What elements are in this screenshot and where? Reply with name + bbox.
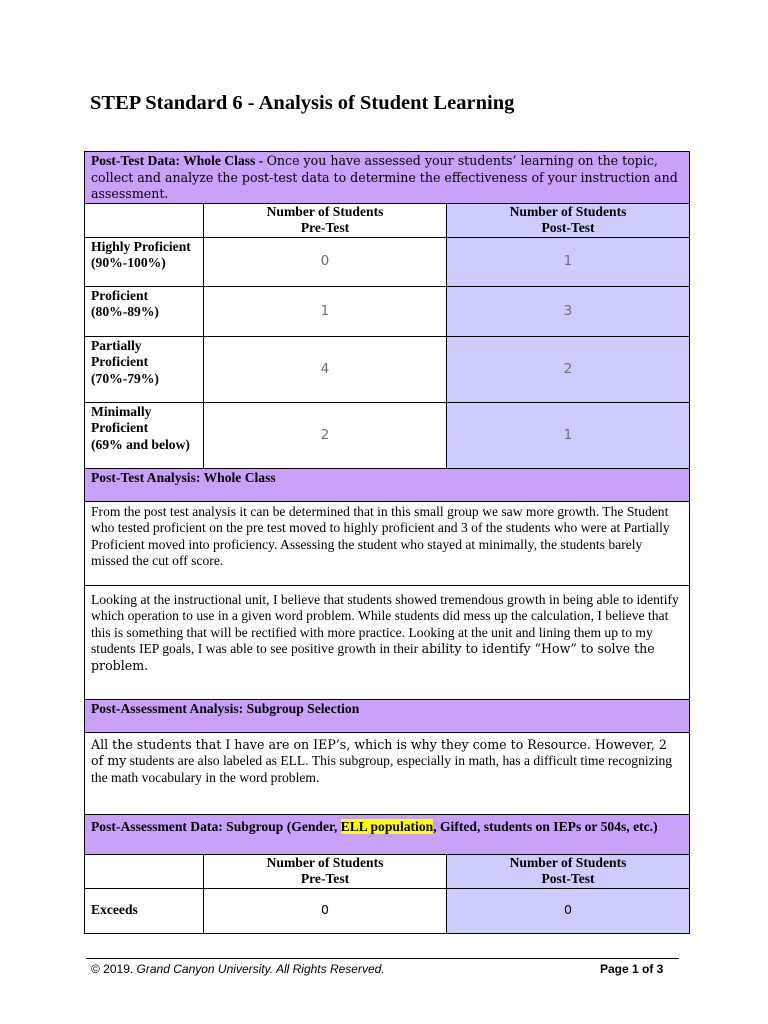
pre-test-value: 4 [204, 336, 447, 402]
table-row [85, 402, 690, 468]
table-row [85, 888, 690, 933]
analysis-paragraph-1: From the post test analysis it can be determined that in this small group we saw more growth. The Student who tested proficient on the pre test moved to highly proficient and 3 of the students who were at Partially Proficient moved into proficiency. Assessing the student who stayed at minimally, the students barely missed the cut off score. [85, 501, 690, 585]
empty-header-cell [85, 203, 204, 237]
page-number: Page 1 of 3 [600, 962, 664, 976]
subgroup-paragraph: All the students that I have are on IEP’s, which is why they come to Resource. However, 2 of my students are also labeled as ELL. This subgroup, especially in math, has a difficult time recognizing the math vocabulary in the word problem. [85, 732, 690, 814]
post-test-value: 0 [447, 888, 690, 933]
post-test-value: 2 [447, 336, 690, 402]
highlighted-subgroup: ELL population [340, 818, 434, 834]
table-row [85, 237, 690, 286]
post-test-value: 1 [447, 402, 690, 468]
analysis-table [84, 151, 690, 934]
col-header-post-test: Number of Students Post-Test [447, 854, 690, 888]
pre-test-value: 0 [204, 888, 447, 933]
row-label-highly-proficient: Highly Proficient (90%-100%) [85, 237, 204, 286]
row-label-minimally-proficient: Minimally Proficient (69% and below) [85, 402, 204, 468]
col-header-post-test: Number of Students Post-Test [447, 203, 690, 237]
post-test-value: 3 [447, 286, 690, 336]
analysis-paragraph-2: Looking at the instructional unit, I believe that students showed tremendous growth in being able to identify which operation to use in a given word problem. While students did mess up the calculation, I believe that this is something that will be rectified with more practice. Looking at the unit and lining them up to my students IEP goals, I was able to see positive growth in their ability to identify “How” to solve the problem. [85, 585, 690, 699]
table-row [85, 336, 690, 402]
pre-test-value: 1 [204, 286, 447, 336]
col-header-pre-test: Number of Students Pre-Test [204, 854, 447, 888]
post-test-value: 1 [447, 237, 690, 286]
table-row [85, 286, 690, 336]
row-label-partially-proficient: Partially Proficient (70%-79%) [85, 336, 204, 402]
pre-test-value: 0 [204, 237, 447, 286]
subgroup-data-heading: Post-Assessment Data: Subgroup (Gender, ELL population, Gifted, students on IEPs or 504s, etc.) [85, 814, 690, 854]
col-header-pre-test: Number of Students Pre-Test [204, 203, 447, 237]
post-test-analysis-heading: Post-Test Analysis: Whole Class [85, 468, 690, 501]
footer-copyright: © 2019. Grand Canyon University. All Rights Reserved. [91, 962, 385, 976]
post-test-heading-text: Once you have assessed your students’ learning on the topic, collect and analyze the post-test data to determine the effectiveness of your instruction and assessment. [91, 153, 678, 201]
page-title: STEP Standard 6 - Analysis of Student Learning [90, 92, 515, 114]
row-label-exceeds: Exceeds [85, 888, 204, 933]
pre-test-value: 2 [204, 402, 447, 468]
footer-divider [86, 958, 679, 959]
row-label-proficient: Proficient (80%-89%) [85, 286, 204, 336]
post-test-data-heading [85, 152, 690, 204]
post-test-heading-bold: Post-Test Data: Whole Class - [91, 153, 267, 168]
empty-header-cell [85, 854, 204, 888]
subgroup-selection-heading: Post-Assessment Analysis: Subgroup Selection [85, 699, 690, 732]
